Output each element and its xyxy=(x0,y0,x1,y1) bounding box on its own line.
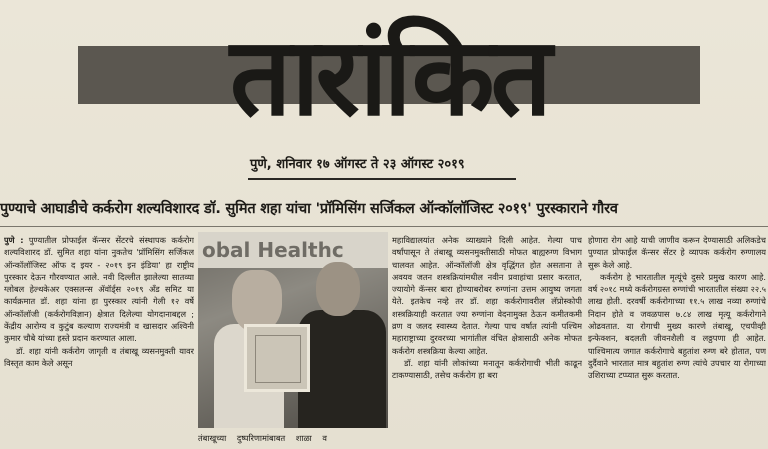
award-photo xyxy=(198,232,388,428)
paragraph: कर्करोग हे भारतातील मृत्यूंचे दुसरे प्रमुख कारण आहे. वर्ष २०१८ मध्ये कर्करोगग्रस्त रुग्णांची भारतातील संख्या २२.५ लाख होती. दरवर्षी कर्करोगाच्या ११.५ लाख नव्या रुग्णांचे निदान होते व जवळपास ७.८४ लाख मृत्यू कर्करोगाने ओढवतात. या रोगाची मुख्य कारणे तंबाखू, एचपीव्ही इन्फेक्शन, बदलती जीवनशैली व लठ्ठपणा ही आहेत. पाश्चिमात्य जगात कर्करोगाचे बहुतांश रुग्ण बरे होतात, पण दुर्दैवाने भारतात मात्र बहुतांश रुग्ण त्यांचे उपचार या रोगाच्या उशिराच्या टप्प्यात सुरू करतात. xyxy=(588,271,766,381)
article-column-1 xyxy=(4,234,194,446)
person-right xyxy=(298,310,386,428)
paragraph: महाविद्यालयांत अनेक व्याख्याने दिली आहेत. गेल्या पाच वर्षांपासून ते तंबाखू व्यसनमुक्तीसाठी मोफत बाह्यरुग्ण विभाग चालवत आहेत. ऑन्कॉलॉजी क्षेत्र वृद्धिंगत होत असताना ते अवयव जतन शस्त्रक्रियांमधील नवीन प्रवाहांचा प्रसार करतात, ज्यायोगे कॅन्सर बारा होण्याबरोबर रुग्णांना उत्तम आयुष्य जगता येते. इतकेच नव्हे तर डॉ. शहा कर्करोगावरील लॅप्रोस्कोपी शस्त्रक्रियाही करतात ज्या रुग्णांना वेदनामुक्त ठेऊन कमीतकमी व्रण व जलद स्वास्थ्य देतात. गेल्या पाच वर्षात त्यांनी पश्चिम महाराष्ट्राच्या दुरवरच्या भागांतील वंचित क्षेत्रासाठी अनेक मोफत कर्करोग शस्त्रक्रिया केल्या आहेत. xyxy=(392,235,582,356)
person-right-head xyxy=(316,262,360,316)
headline-rule xyxy=(0,226,768,227)
masthead xyxy=(78,6,700,150)
paragraph: होणारा रोग आहे याची जाणीव करून देण्यासाठी अलिकडेच पुण्यात प्रोफाईल कॅन्सर सेंटर हे व्यापक कर्करोग रुग्णालय सुरू केले आहे. xyxy=(588,235,766,270)
photo-caption: तंबाखूच्या दुष्परिणामांबाबत शाळा व xyxy=(198,433,327,443)
dateline: पुणे, शनिवार १७ ऑगस्ट ते २३ ऑगस्ट २०१९ xyxy=(250,157,465,172)
article-headline: पुण्याचे आघाडीचे कर्करोग शल्यविशारद डॉ. सुमित शहा यांचा 'प्रॉमिसिंग सर्जिकल ऑन्कॉलॉजिस्ट २०१९' पुरस्काराने गौरव xyxy=(0,201,618,217)
paragraph: डॉ. शहा यांनी कर्करोग जागृती व तंबाखू व्यसनमुक्ती यावर विस्तृत काम केले असून xyxy=(4,345,194,368)
masthead-title: तारांकित xyxy=(229,15,549,140)
article-column-4 xyxy=(588,234,766,446)
plaque-frame xyxy=(255,335,301,383)
dateline-rule xyxy=(248,178,516,180)
article-column-3 xyxy=(392,234,582,446)
paragraph-text: पुण्यातील प्रोफाईल कॅन्सर सेंटरचे संस्थापक कर्करोग शल्यविशारद डॉ. सुमित शहा यांना नुकतेच 'प्रॉमिसिंग सर्जिकल ऑन्कॉलॉजिस्ट ऑफ द इयर - २०१९ इन इंडिया' हा राष्ट्रीय पुरस्कार देऊन गौरवण्यात आले. नवी दिल्लीत झालेल्या सातव्या ग्लोबल हेल्थकेअर एक्सलन्स ॲवॉर्ड्स २०१९ अँड समिट या कार्यक्रमात डॉ. शहा यांना हा पुरस्कार त्यांनी गेली १२ वर्षे ऑन्कॉलॉजी (कर्करोगविज्ञान) क्षेत्रात दिलेल्या योगदानाबद्दल ; केंद्रीय आरोग्य व कुटुंब कल्याण राज्यमंत्री व खासदार अश्विनी कुमार चौबे यांच्या हस्ते प्रदान करण्यात आला. xyxy=(4,235,194,344)
city-label: पुणे : xyxy=(4,235,24,245)
award-plaque xyxy=(244,324,310,392)
paragraph: डॉ. शहा यांनी लोकांच्या मनातून कर्करोगाची भीती काढून टाकण्यासाठी, तसेच कर्करोग हा बरा xyxy=(392,357,582,381)
person-left-head xyxy=(232,270,282,332)
photo-banner-text: obal Healthc xyxy=(198,232,388,268)
paragraph xyxy=(4,234,194,345)
